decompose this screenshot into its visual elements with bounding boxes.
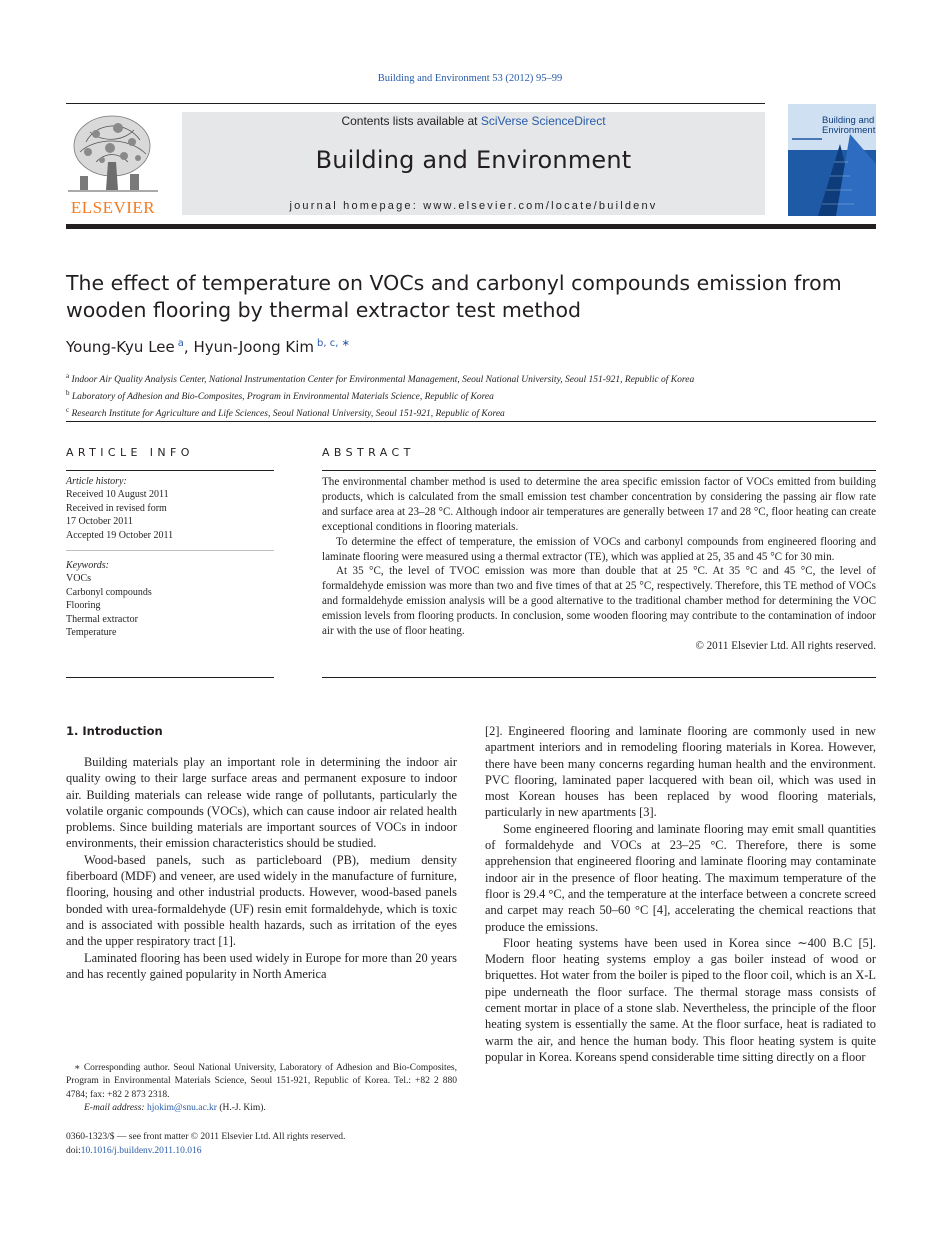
- header-top-rule: [66, 103, 765, 104]
- front-matter: [66, 1131, 566, 1158]
- abstract-heading: ABSTRACT: [322, 446, 415, 459]
- affiliation-text: Laboratory of Adhesion and Bio-Composites, Program in Environmental Materials Science, Republic of Korea: [71, 392, 494, 403]
- abstract-copyright: © 2011 Elsevier Ltd. All rights reserved.: [695, 639, 876, 652]
- affiliation-c: [66, 404, 866, 421]
- journal-title: Building and Environment: [315, 146, 632, 174]
- author-list: [66, 338, 350, 356]
- article-title: The effect of temperature on VOCs and carbonyl compounds emission from wooden flooring by thermal extractor test method: [66, 271, 842, 322]
- journal-masthead: [182, 112, 765, 215]
- author-separator: ,: [183, 338, 194, 356]
- email-link[interactable]: hjokim@snu.ac.kr: [146, 1102, 217, 1113]
- abstract-paragraph: To determine the effect of temperature, the emission of VOCs and carbonyl compounds from engineered flooring and laminate flooring were measured using a thermal extractor (TE), which was applied at 25, 35 and 45 °C for 30 min.: [322, 535, 876, 563]
- body-column-left: [66, 723, 457, 982]
- affiliation-a: [66, 370, 866, 387]
- author-affiliation-mark[interactable]: b, c, ∗: [317, 338, 350, 349]
- cover-title: [822, 116, 876, 136]
- contents-line: [182, 114, 765, 128]
- author-name: Young-Kyu Lee: [66, 338, 175, 356]
- sciencedirect-link[interactable]: SciVerse ScienceDirect: [480, 114, 606, 128]
- author-1: [66, 338, 193, 356]
- history-item: Accepted 19 October 2011: [66, 529, 174, 541]
- body-column-right: [485, 723, 876, 1065]
- section-heading-introduction: 1. Introduction: [66, 724, 163, 738]
- abstract-paragraph: At 35 °C, the level of TVOC emission was more than double that at 25 °C. At 35 °C and 45 °C, the level of formaldehyde emission was more than two and five times of that at 25 °C, respectively. Therefore, this TE method of VOCs and formaldehyde emission analysis will be a good alternative to the traditional chamber method for determining the VOC emission levels from flooring products. In conclusion, some wooden flooring may contribute to the contamination of indoor air with the use of floor heating.: [322, 565, 876, 638]
- author-affiliation-mark[interactable]: a: [177, 338, 184, 349]
- body-paragraph: Some engineered flooring and laminate flooring may emit small quantities of formaldehyde and VOCs at 23–25 °C. Therefore, there is some apprehension that engineered flooring and laminate flooring may contaminate indoor air in the presence of floor heating. The maximum temperature of the floor is 29.4 °C, and the temperature at the interface between a concrete screed and carpet may reach 50–60 °C [4], accelerating the chemical reactions that produce the emissions.: [485, 821, 876, 934]
- header-thick-rule: [66, 224, 876, 229]
- body-paragraph: [2]. Engineered flooring and laminate flooring are commonly used in new apartment interiors and in remodeling flooring materials in Korea. However, there have been many concerns regarding human health and the environment. PVC flooring, laminated paper lacquered with bean oil, which was used in most Korean houses has been replaced by wood flooring materials, particularly in new apartments [3].: [485, 724, 876, 820]
- author-2: [193, 338, 350, 356]
- body-paragraph: Building materials play an important role in determining the indoor air quality owing to their large surface areas and permanent exposure to indoor air. Building materials can release wide range of pollutants, particularly the volatile organic compounds (VOCs), which can cause indoor air related health problems. Since building materials are important sources of VOCs in indoor environments, their emission characteristics should be studied.: [66, 755, 457, 851]
- affiliations: [66, 370, 866, 421]
- title-block-rule: [66, 421, 876, 422]
- article-history: [66, 475, 274, 542]
- abstract-body: [322, 475, 876, 654]
- footnote-email-line: [66, 1102, 457, 1115]
- keyword-item: Flooring: [66, 600, 101, 612]
- abstract-rule-bottom: [322, 677, 876, 678]
- history-item: 17 October 2011: [66, 516, 133, 528]
- keywords-label: Keywords:: [66, 560, 109, 571]
- doi-prefix: doi:: [66, 1145, 81, 1156]
- body-paragraph: Laminated flooring has been used widely in Europe for more than 20 years and has recently gained popularity in North America: [66, 950, 457, 981]
- keyword-item: VOCs: [66, 573, 92, 585]
- keyword-item: Thermal extractor: [66, 613, 138, 625]
- affiliation-mark: a: [66, 372, 70, 380]
- elsevier-logo: [66, 112, 160, 216]
- corresponding-author-footnote: [66, 1062, 457, 1115]
- homepage-prefix: journal homepage:: [289, 200, 424, 212]
- homepage-line: [182, 200, 765, 212]
- body-paragraph: Floor heating systems have been used in Korea since ∼400 B.C [5]. Modern floor heating systems employ a gas boiler instead of wood or briquettes. Hot water from the boiler is piped to the floor coil, which is an X-L pipe underneath the floor surface. The thermal storage mass consists of cement mortar in place of a stone slab. Nevertheless, the principle of the floor heating system is essentially the same. At the floor surface, heat is radiated to warm the air, and hence the human body. This floor heating system is quite popular in Korea. Koreans spend considerable time sitting directly on a floor: [485, 935, 876, 1064]
- article-info-heading: ARTICLE INFO: [66, 446, 194, 459]
- article-history-label: Article history:: [66, 476, 127, 487]
- body-paragraph: Wood-based panels, such as particleboard (PB), medium density fiberboard (MDF) and veneer, are used widely in the manufacture of furniture, flooring, housing and other industrial products. However, wood-based panels bonded with urea-formaldehyde (UF) resin emit formaldehyde, which is toxic and is associated with possible health hazards, such as irritation of the eyes and the upper respiratory tract [1].: [66, 852, 457, 949]
- keyword-item: Temperature: [66, 627, 117, 639]
- email-label: E-mail address:: [84, 1102, 145, 1113]
- affiliation-text: Research Institute for Agriculture and Life Sciences, Seoul National University, Seoul 151-921, Republic of Korea: [71, 409, 505, 420]
- keyword-item: Carbonyl compounds: [66, 586, 152, 598]
- contents-prefix: Contents lists available at: [341, 114, 481, 128]
- affiliation-mark: b: [66, 389, 70, 398]
- history-item: Received 10 August 2011: [66, 489, 169, 501]
- cover-title-line2: Environment: [822, 125, 876, 136]
- affiliation-mark: c: [66, 406, 70, 415]
- abstract-rule-top: [322, 470, 876, 471]
- homepage-link[interactable]: www.elsevier.com/locate/buildenv: [423, 200, 658, 212]
- email-suffix: (H.-J. Kim).: [216, 1102, 266, 1113]
- article-info-separator: [66, 550, 274, 551]
- author-name: Hyun-Joong Kim: [193, 338, 315, 356]
- article-info-rule-top: [66, 470, 274, 471]
- doi-line: [66, 1145, 566, 1159]
- elsevier-wordmark: ELSEVIER: [70, 198, 156, 217]
- doi-link[interactable]: 10.1016/j.buildenv.2011.10.016: [80, 1145, 202, 1156]
- article-info-rule-bottom: [66, 677, 274, 678]
- abstract-paragraph: The environmental chamber method is used to determine the area specific emission factor of VOCs emitted from building products, which is calculated from the small emission test chamber concentration by considering the passing air flow rate and surface area at 23–28 °C. Although indoor air temperatures are generally between 17 and 28 °C, floor heating can create exceptional conditions in flooring materials.: [322, 476, 876, 533]
- keywords: [66, 559, 274, 639]
- history-item: Received in revised form: [66, 502, 167, 514]
- journal-reference[interactable]: Building and Environment 53 (2012) 95–99: [377, 73, 563, 84]
- cover-title-line1: Building and: [822, 115, 875, 126]
- issn-line: 0360-1323/$ — see front matter © 2011 Elsevier Ltd. All rights reserved.: [66, 1132, 346, 1142]
- affiliation-text: Indoor Air Quality Analysis Center, National Instrumentation Center for Environmental Management, Seoul National University, Seoul 151-921, Republic of Korea: [71, 375, 695, 386]
- affiliation-b: [66, 387, 866, 404]
- footnote-text: ∗ Corresponding author. Seoul National University, Laboratory of Adhesion and Bio-Composites, Program in Environmental Materials Science, Seoul 151-921, Republic of Korea. Tel.: +82 2 880 4784; fax: +82 2 873 2318.: [66, 1063, 457, 1100]
- journal-cover-image: [788, 104, 876, 216]
